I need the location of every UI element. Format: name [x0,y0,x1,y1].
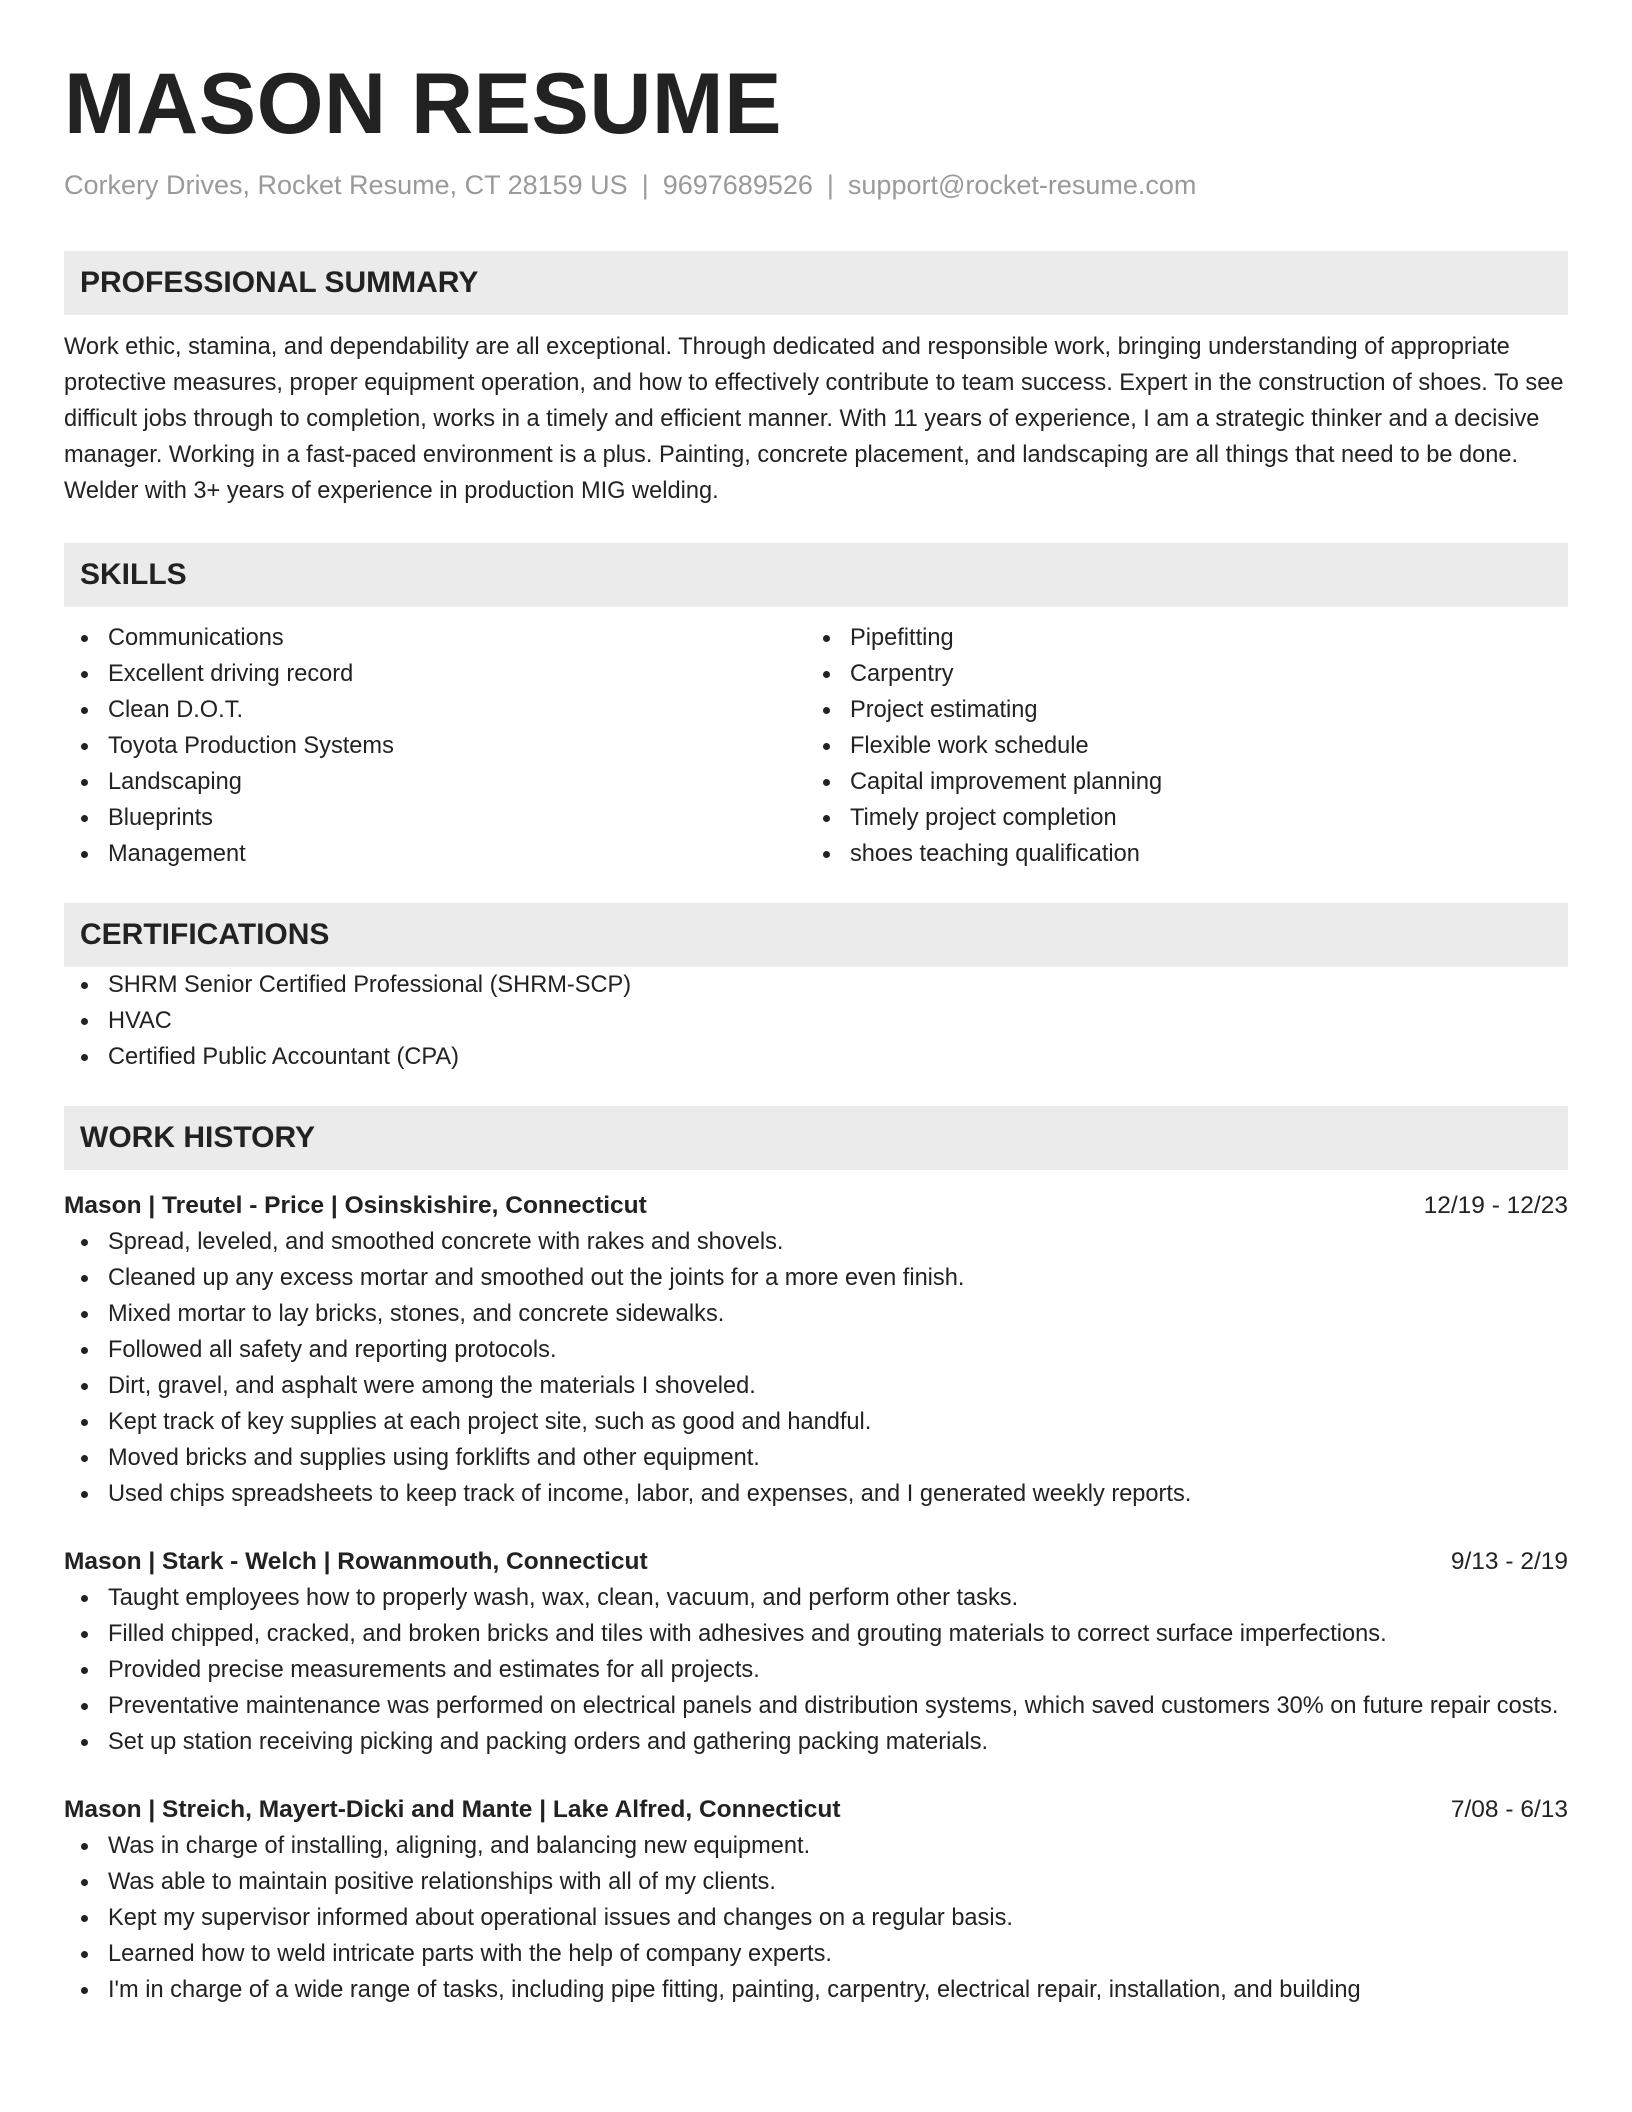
skill-item: Timely project completion [806,800,1548,836]
summary-text: Work ethic, stamina, and dependability are all exceptional. Through dedicated and responsible work, bringing understanding of appropriate protective measures, proper equipment operation, and how to effectively contribute to team success. Expert in the construction of shoes. To see difficult jobs through to completion, works in a timely and efficient manner. With 11 years of experience, I am a strategic thinker and a decisive manager. Working in a fast-paced environment is a plus. Painting, concrete placement, and landscaping are all things that need to be done. Welder with 3+ years of experience in production MIG welding. [64,334,1564,504]
job-duty: Mixed mortar to lay bricks, stones, and concrete sidewalks. [64,1296,1568,1332]
job-duty: Learned how to weld intricate parts with the help of company experts. [64,1936,1568,1972]
job-duties-list [64,1580,1568,1760]
skill-item: Communications [64,620,806,656]
skills-heading: SKILLS [64,543,1568,607]
job-title: Mason | Stark - Welch | Rowanmouth, Connecticut [64,1548,648,1575]
job-title: Mason | Streich, Mayert-Dicki and Mante | Lake Alfred, Connecticut [64,1796,841,1823]
job-duty: I'm in charge of a wide range of tasks, including pipe fitting, painting, carpentry, electrical repair, installation, and building [64,1972,1568,2008]
job-title: Mason | Treutel - Price | Osinskishire, Connecticut [64,1192,647,1219]
job-dates: 9/13 - 2/19 [1450,1548,1568,1575]
job-entry [64,1792,1568,2008]
job-dates: 7/08 - 6/13 [1450,1796,1568,1823]
contact-separator: | [641,170,649,200]
job-header [64,1792,1568,1828]
skill-item: Landscaping [64,764,806,800]
certification-item: Certified Public Accountant (CPA) [64,1039,1568,1075]
job-duty: Kept my supervisor informed about operational issues and changes on a regular basis. [64,1900,1568,1936]
summary-heading: PROFESSIONAL SUMMARY [64,251,1568,315]
skills-columns [64,620,1568,872]
job-duty: Moved bricks and supplies using forklifts and other equipment. [64,1440,1568,1476]
work-history-heading: WORK HISTORY [64,1106,1568,1170]
skill-item: Excellent driving record [64,656,806,692]
skill-item: Flexible work schedule [806,728,1548,764]
job-duty: Cleaned up any excess mortar and smoothed out the joints for a more even finish. [64,1260,1568,1296]
job-entry [64,1544,1568,1760]
job-duty: Followed all safety and reporting protocols. [64,1332,1568,1368]
contact-address: Corkery Drives, Rocket Resume, CT 28159 US [64,170,628,200]
job-duty: Taught employees how to properly wash, wax, clean, vacuum, and perform other tasks. [64,1580,1568,1616]
skill-item: Clean D.O.T. [64,692,806,728]
job-duty: Dirt, gravel, and asphalt were among the materials I shoveled. [64,1368,1568,1404]
job-duty: Provided precise measurements and estimates for all projects. [64,1652,1568,1688]
job-duties-list [64,1828,1568,2008]
contact-phone: 9697689526 [662,170,813,200]
job-duty: Preventative maintenance was performed on electrical panels and distribution systems, which saved customers 30% on future repair costs. [64,1688,1568,1724]
resume-page [64,0,1568,2008]
job-duty: Spread, leveled, and smoothed concrete with rakes and shovels. [64,1224,1568,1260]
skill-item: Toyota Production Systems [64,728,806,764]
skill-item: shoes teaching qualification [806,836,1548,872]
job-duty: Used chips spreadsheets to keep track of income, labor, and expenses, and I generated weekly reports. [64,1476,1568,1512]
job-entry [64,1188,1568,1512]
job-duty: Filled chipped, cracked, and broken bricks and tiles with adhesives and grouting materials to correct surface imperfections. [64,1616,1568,1652]
contact-separator: | [826,170,834,200]
skill-item: Management [64,836,806,872]
job-duty: Set up station receiving picking and packing orders and gathering packing materials. [64,1724,1568,1760]
skill-item: Blueprints [64,800,806,836]
job-header [64,1544,1568,1580]
skill-item: Capital improvement planning [806,764,1548,800]
skill-item: Project estimating [806,692,1548,728]
resume-name: MASON RESUME [64,56,782,152]
skills-left-list [64,620,806,872]
certification-item: SHRM Senior Certified Professional (SHRM-SCP) [64,967,1568,1003]
skills-right-list [806,620,1548,872]
job-dates: 12/19 - 12/23 [1423,1192,1568,1219]
skill-item: Pipefitting [806,620,1548,656]
job-duties-list [64,1224,1568,1512]
job-header [64,1188,1568,1224]
job-duty: Was in charge of installing, aligning, and balancing new equipment. [64,1828,1568,1864]
skill-item: Carpentry [806,656,1548,692]
job-duty: Kept track of key supplies at each project site, such as good and handful. [64,1404,1568,1440]
certifications-heading: CERTIFICATIONS [64,903,1568,967]
certification-item: HVAC [64,1003,1568,1039]
contact-email: support@rocket-resume.com [847,170,1197,200]
contact-line [64,168,1568,202]
job-duty: Was able to maintain positive relationships with all of my clients. [64,1864,1568,1900]
certifications-list [64,967,1568,1075]
